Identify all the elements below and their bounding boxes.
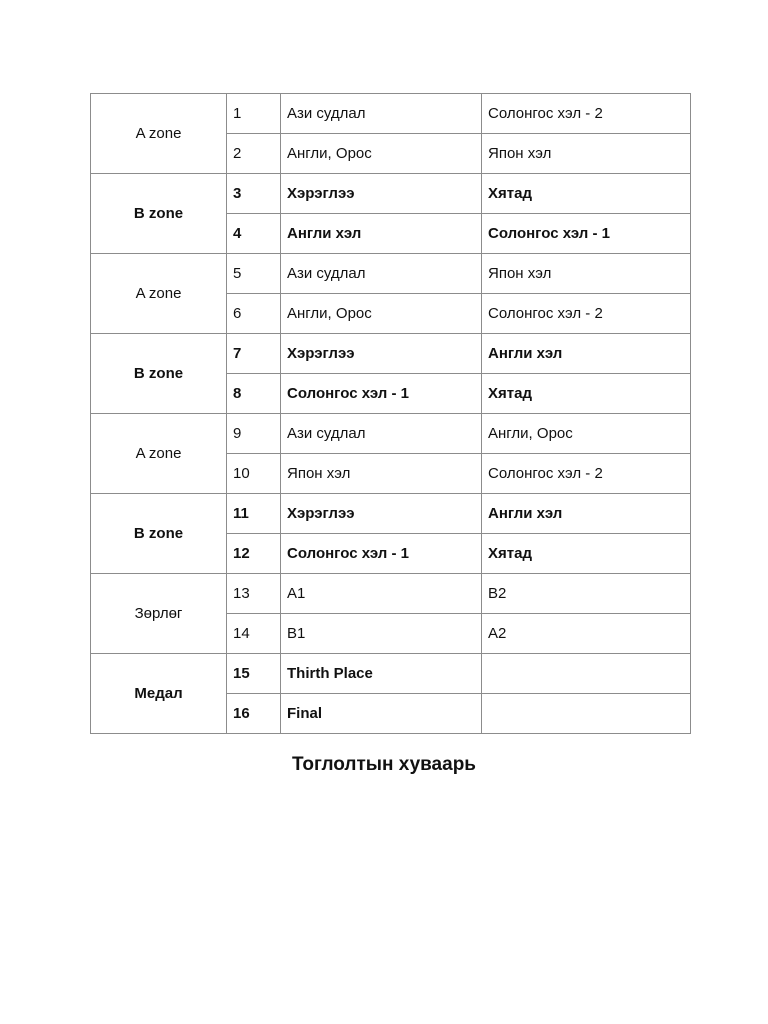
team-two-cell: B2	[482, 574, 691, 614]
team-two-cell: Солонгос хэл - 1	[482, 214, 691, 254]
team-two-cell: A2	[482, 614, 691, 654]
table-caption: Тоглолтын хуваарь	[292, 754, 476, 775]
team-two-cell: Солонгос хэл - 2	[482, 94, 691, 134]
team-two-cell: Хятад	[482, 534, 691, 574]
table-row	[91, 174, 691, 214]
team-one-cell: Final	[281, 694, 482, 734]
team-two-cell: Хятад	[482, 374, 691, 414]
team-one-cell: Хэрэглээ	[281, 174, 482, 214]
match-number-cell: 6	[227, 294, 281, 334]
zone-cell: B zone	[91, 174, 227, 254]
table-row	[91, 254, 691, 294]
team-two-cell: Япон хэл	[482, 134, 691, 174]
zone-cell: B zone	[91, 494, 227, 574]
match-number-cell: 8	[227, 374, 281, 414]
team-one-cell: Thirth Place	[281, 654, 482, 694]
match-number-cell: 11	[227, 494, 281, 534]
zone-cell: A zone	[91, 94, 227, 174]
match-number-cell: 7	[227, 334, 281, 374]
zone-cell: A zone	[91, 414, 227, 494]
match-number-cell: 1	[227, 94, 281, 134]
team-two-cell: Япон хэл	[482, 254, 691, 294]
match-number-cell: 10	[227, 454, 281, 494]
team-two-cell: Солонгос хэл - 2	[482, 294, 691, 334]
team-one-cell: Англи, Орос	[281, 294, 482, 334]
team-one-cell: Япон хэл	[281, 454, 482, 494]
zone-cell: B zone	[91, 334, 227, 414]
team-one-cell: Ази судлал	[281, 254, 482, 294]
team-one-cell: Хэрэглээ	[281, 334, 482, 374]
table-row	[91, 574, 691, 614]
team-two-cell	[482, 694, 691, 734]
table-row	[91, 654, 691, 694]
team-one-cell: Ази судлал	[281, 94, 482, 134]
zone-cell: A zone	[91, 254, 227, 334]
team-one-cell: B1	[281, 614, 482, 654]
zone-cell: Медал	[91, 654, 227, 734]
zone-cell: Зөрлөг	[91, 574, 227, 654]
match-number-cell: 13	[227, 574, 281, 614]
match-number-cell: 12	[227, 534, 281, 574]
team-two-cell: Англи хэл	[482, 334, 691, 374]
match-number-cell: 14	[227, 614, 281, 654]
match-number-cell: 2	[227, 134, 281, 174]
match-number-cell: 4	[227, 214, 281, 254]
match-number-cell: 9	[227, 414, 281, 454]
match-number-cell: 16	[227, 694, 281, 734]
match-number-cell: 3	[227, 174, 281, 214]
team-two-cell	[482, 654, 691, 694]
team-one-cell: Ази судлал	[281, 414, 482, 454]
match-number-cell: 5	[227, 254, 281, 294]
team-one-cell: Англи, Орос	[281, 134, 482, 174]
team-two-cell: Англи хэл	[482, 494, 691, 534]
team-one-cell: Солонгос хэл - 1	[281, 374, 482, 414]
table-row	[91, 334, 691, 374]
team-one-cell: Солонгос хэл - 1	[281, 534, 482, 574]
table-row	[91, 94, 691, 134]
table-row	[91, 494, 691, 534]
team-one-cell: Хэрэглээ	[281, 494, 482, 534]
team-two-cell: Солонгос хэл - 2	[482, 454, 691, 494]
schedule-table	[90, 93, 691, 734]
team-two-cell: Англи, Орос	[482, 414, 691, 454]
match-number-cell: 15	[227, 654, 281, 694]
team-two-cell: Хятад	[482, 174, 691, 214]
team-one-cell: Англи хэл	[281, 214, 482, 254]
table-row	[91, 414, 691, 454]
team-one-cell: A1	[281, 574, 482, 614]
